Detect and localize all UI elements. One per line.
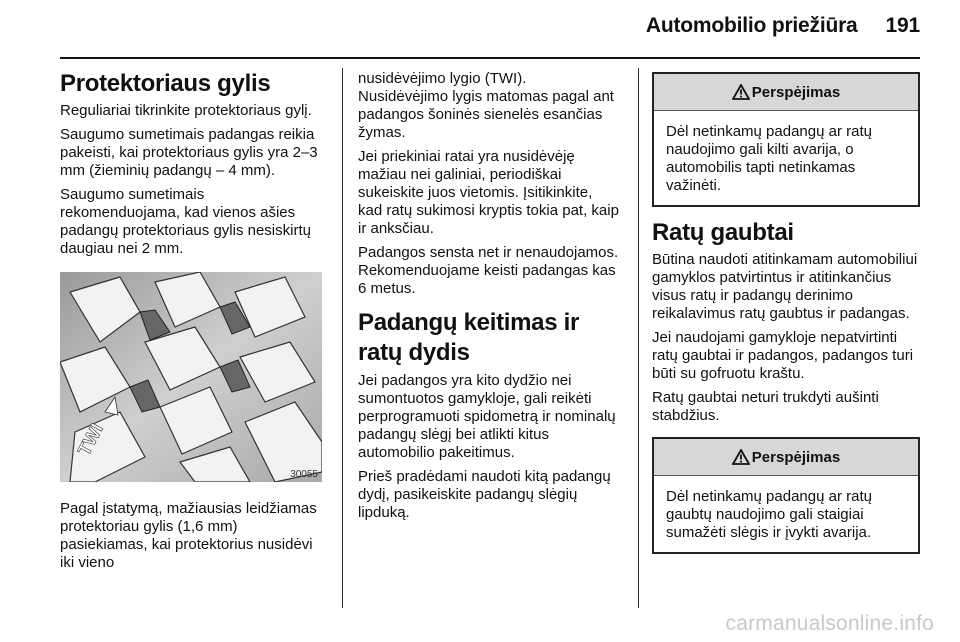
warning-body xyxy=(654,111,918,205)
paragraph: Prieš pradėdami naudoti kitą padangų dydį, pasikeiskite padangų slėgių lipduką. xyxy=(358,468,611,521)
section-heading-wheel-covers: Ratų gaubtai xyxy=(652,219,794,246)
paragraph: Ratų gaubtai neturi trukdyti aušinti stabdžius. xyxy=(652,389,879,424)
section-title: Automobilio priežiūra xyxy=(645,14,858,37)
column-1 xyxy=(60,70,328,578)
paragraph: Jei padangos yra kito dydžio nei sumontuotos gamykloje, gali reikėti perprogramuoti spidometrą ir nominalų padangų slėgį bei atlikti kitus automobilio pakeitimus. xyxy=(358,372,616,461)
warning-body xyxy=(654,476,918,552)
warning-triangle-icon xyxy=(732,84,750,100)
paragraph: Būtina naudoti atitinkamam automobiliui gamyklos patvirtintus ir atitinkančius visus ratų ir padangų derinimo reikalavimus ratų gaubtus ir padangas. xyxy=(652,251,918,322)
paragraph: Saugumo sumetimais padangas reikia pakeisti, kai protektoriaus gylis yra 2–3 mm (žieminių padangų – 4 mm). xyxy=(60,126,318,179)
warning-title: Perspėjimas xyxy=(751,83,841,101)
warning-box xyxy=(652,72,920,207)
page-header xyxy=(646,14,920,38)
column-divider xyxy=(342,68,343,608)
warning-box xyxy=(652,437,920,554)
twi-label: TWI xyxy=(73,420,108,459)
paragraph: Saugumo sumetimais rekomenduojama, kad vienos ašies padangų protektoriaus gylis nesiskirtų daugiau nei 2 mm. xyxy=(60,186,311,257)
tire-tread-illustration xyxy=(60,272,322,482)
watermark: carmanualsonline.info xyxy=(725,612,934,635)
paragraph: Jei priekiniai ratai yra nusidėvėję mažiau nei galiniai, periodiškai sukeiskite juos vietomis. Įsitikinkite, kad ratų sukimosi kryptis tokia pat, kaip ir anksčiau. xyxy=(358,148,619,237)
paragraph: Jei naudojami gamykloje nepatvirtinti ratų gaubtai ir padangos, padangos turi būti su gofruotu kraštu. xyxy=(652,329,914,382)
page-number: 191 xyxy=(885,14,920,37)
column-2 xyxy=(358,70,620,528)
paragraph: Pagal įstatymą, mažiausias leidžiamas protektoriau gylis (1,6 mm) pasiekiamas, kai protektorius nusidėvi iki vieno xyxy=(60,500,317,571)
tire-tread-drawing xyxy=(60,272,322,482)
section-heading-tire-change: Padangų keitimas ir ratų dydis xyxy=(358,309,580,366)
paragraph: Padangos sensta net ir nenaudojamos. Rekomenduojame keisti padangas kas 6 metus. xyxy=(358,244,619,297)
figure-code: 30055 xyxy=(290,469,318,480)
warning-text: Dėl netinkamų padangų ar ratų gaubtų naudojimo gali staigiai sumažėti slėgis ir įvykti avarija. xyxy=(666,488,872,541)
header-divider xyxy=(60,57,920,59)
warning-header xyxy=(654,439,918,476)
warning-header xyxy=(654,74,918,111)
paragraph: nusidėvėjimo lygio (TWI). Nusidėvėjimo lygis matomas pagal ant padangos šoninės sienelės esančias žymas. xyxy=(358,70,614,141)
warning-triangle-icon xyxy=(732,449,750,465)
paragraph: Reguliariai tikrinkite protektoriaus gylį. xyxy=(60,102,312,119)
column-divider xyxy=(638,68,639,608)
column-3 xyxy=(652,70,920,566)
warning-text: Dėl netinkamų padangų ar ratų naudojimo gali kilti avarija, o automobilis tapti netinkamas važinėti. xyxy=(666,123,872,194)
warning-title: Perspėjimas xyxy=(751,448,841,466)
section-heading-tread-depth: Protektoriaus gylis xyxy=(60,70,271,97)
